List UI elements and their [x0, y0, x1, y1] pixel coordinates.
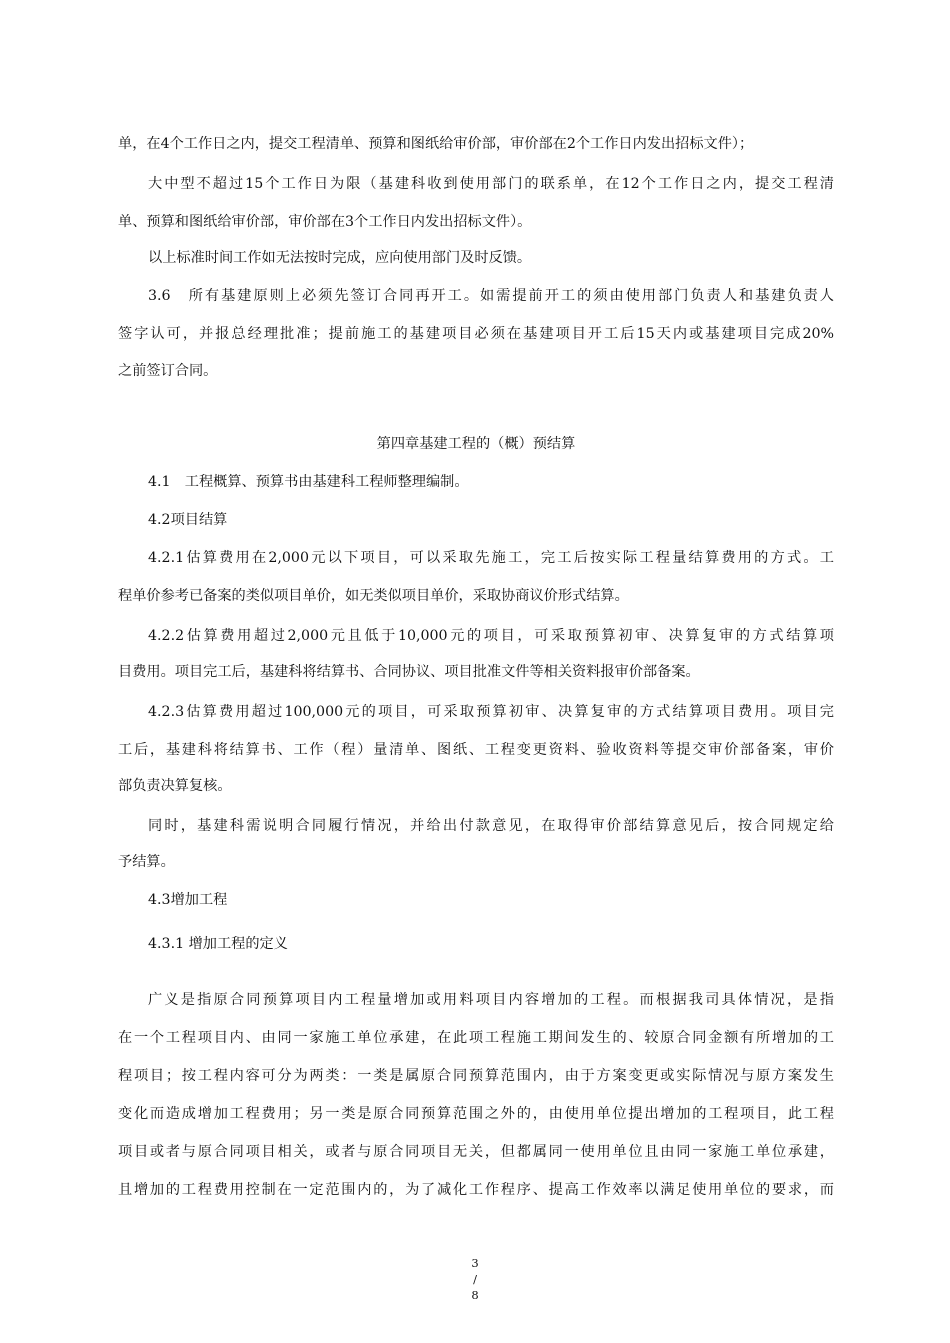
section-4-3-1-heading: 4.3.1 增加工程的定义: [148, 936, 288, 952]
section-4-2-heading: 4.2项目结算: [148, 512, 228, 528]
paragraph-line: 予结算。: [118, 854, 175, 870]
paragraph-line: 大中型不超过15个工作日为限（基建科收到使用部门的联系单，在12个工作日之内，提交工程清: [148, 176, 834, 192]
definition-line: 变化而造成增加工程费用；另一类是原合同预算范围之外的，由使用单位提出增加的工程项目，此工程: [118, 1106, 834, 1122]
page-number-separator: /: [473, 1272, 477, 1286]
definition-line: 程项目；按工程内容可分为两类：一类是属原合同预算范围内，由于方案变更或实际情况与原方案发生: [118, 1068, 834, 1084]
paragraph-line: 单，在4个工作日之内，提交工程清单、预算和图纸给审价部，审价部在2个工作日内发出招标文件）；: [118, 136, 754, 152]
clause-4-2-2-line: 目费用。项目完工后，基建科将结算书、合同协议、项目批准文件等相关资料报审价部备案。: [118, 664, 700, 680]
definition-line: 广义是指原合同预算项目内工程量增加或用料项目内容增加的工程。而根据我司具体情况，是指: [148, 992, 834, 1008]
clause-4-2-3-line: 4.2.3估算费用超过100,000元的项目，可采取预算初审、决算复审的方式结算项目费用。项目完: [148, 704, 834, 720]
clause-3-6-line: 之前签订合同。: [118, 363, 218, 379]
section-4-3-heading: 4.3增加工程: [148, 892, 228, 908]
paragraph-line: 以上标准时间工作如无法按时完成，应向使用部门及时反馈。: [148, 250, 532, 266]
page-number-total: 8: [471, 1288, 479, 1302]
page-number-current: 3: [471, 1256, 479, 1270]
paragraph-line: 同时，基建科需说明合同履行情况，并给出付款意见，在取得审价部结算意见后，按合同规定给: [148, 818, 834, 834]
clause-3-6-line: 3.6 所有基建原则上必须先签订合同再开工。如需提前开工的须由使用部门负责人和基建负责人: [148, 288, 834, 304]
paragraph-line: 单、预算和图纸给审价部，审价部在3个工作日内发出招标文件）。: [118, 214, 532, 230]
definition-line: 且增加的工程费用控制在一定范围内的，为了减化工作程序、提高工作效率以满足使用单位的要求，而: [118, 1182, 834, 1198]
clause-4-2-3-line: 部负责决算复核。: [118, 778, 232, 794]
clause-4-2-1-line: 程单价参考已备案的类似项目单价，如无类似项目单价，采取协商议价形式结算。: [118, 588, 629, 604]
definition-line: 项目或者与原合同项目相关，或者与原合同项目无关，但都属同一使用单位且由同一家施工单位承建，: [118, 1144, 834, 1160]
definition-line: 在一个工程项目内、由同一家施工单位承建，在此项工程施工期间发生的、较原合同金额有所增加的工: [118, 1030, 834, 1046]
clause-3-6-line: 签字认可，并报总经理批准；提前施工的基建项目必须在基建项目开工后15天内或基建项目完成20%: [118, 326, 834, 342]
clause-4-2-1-line: 4.2.1估算费用在2,000元以下项目，可以采取先施工，完工后按实际工程量结算费用的方式。工: [148, 550, 834, 566]
section-4-1: 4.1 工程概算、预算书由基建科工程师整理编制。: [148, 474, 469, 490]
clause-4-2-3-line: 工后，基建科将结算书、工作（程）量清单、图纸、工程变更资料、验收资料等提交审价部备案，审价: [118, 742, 834, 758]
clause-4-2-2-line: 4.2.2估算费用超过2,000元且低于10,000元的项目，可采取预算初审、决算复审的方式结算项: [148, 628, 834, 644]
chapter-title: 第四章基建工程的（概）预结算: [376, 436, 576, 452]
